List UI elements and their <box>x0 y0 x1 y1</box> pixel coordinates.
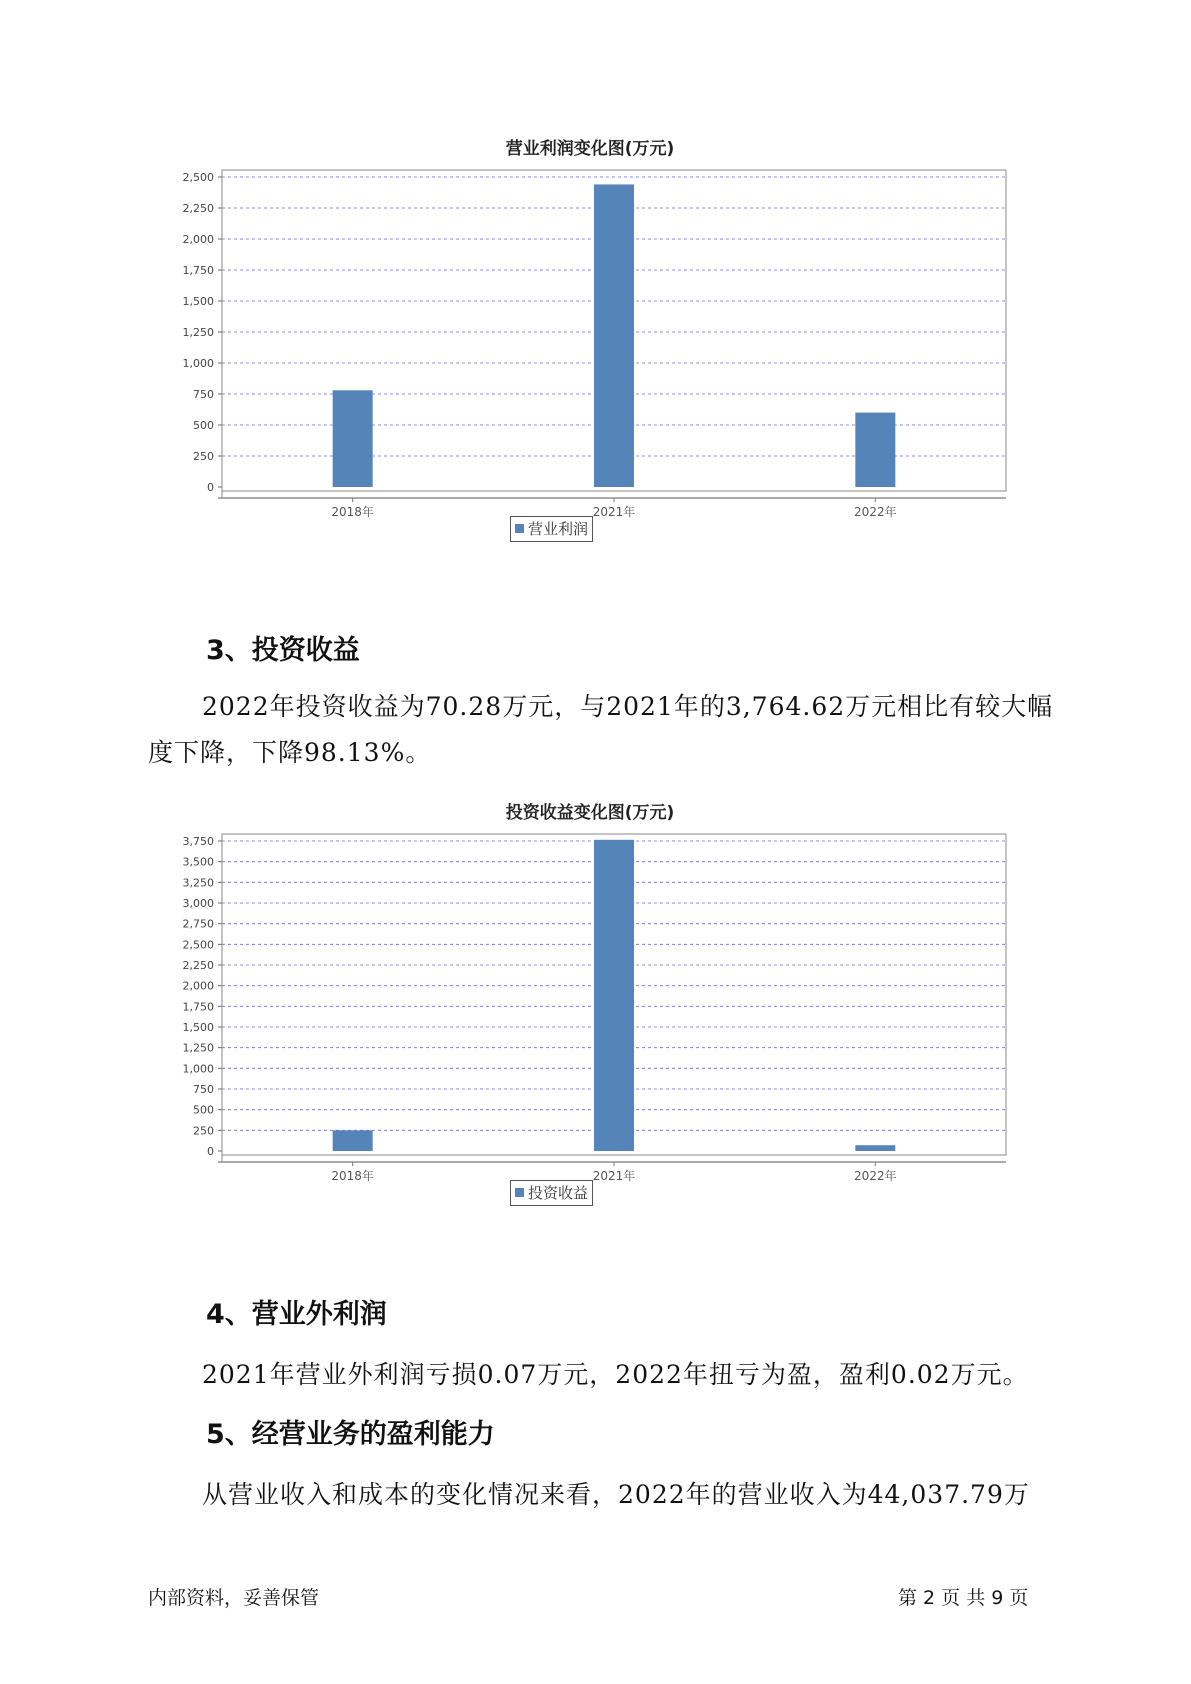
chart-operating-profit <box>140 128 1040 558</box>
bar <box>333 390 373 487</box>
chart-plot <box>140 166 1040 546</box>
y-tick-label: 1,250 <box>182 326 214 339</box>
x-tick-label: 2018年 <box>331 1169 374 1183</box>
y-tick-label: 750 <box>193 388 214 401</box>
paragraph: 从营业收入和成本的变化情况来看，2022年的营业收入为44,037.79万 <box>202 1480 1030 1509</box>
y-tick-label: 2,500 <box>182 171 214 184</box>
y-tick-label: 3,750 <box>182 835 214 848</box>
y-tick-label: 2,750 <box>182 917 214 931</box>
y-tick-label: 250 <box>193 1124 214 1138</box>
footer-page-number: 第 2 页 共 9 页 <box>898 1587 1029 1609</box>
legend-label: 营业利润 <box>528 520 589 538</box>
section-title-profitability: 5、经营业务的盈利能力 <box>206 1419 495 1450</box>
chart-title: 营业利润变化图(万元) <box>505 139 675 159</box>
y-tick-label: 3,250 <box>182 876 214 890</box>
chart-title: 投资收益变化图(万元) <box>505 803 675 823</box>
paragraph: 2021年营业外利润亏损0.07万元，2022年扭亏为盈，盈利0.02万元。 <box>202 1360 1029 1389</box>
footer-left: 内部资料，妥善保管 <box>148 1587 320 1609</box>
bar <box>333 1130 373 1151</box>
y-tick-label: 2,500 <box>182 938 214 952</box>
chart-investment-income <box>140 792 1040 1222</box>
y-tick-label: 1,000 <box>182 357 214 370</box>
x-tick-label: 2022年 <box>854 1169 897 1183</box>
x-tick-label: 2021年 <box>592 505 636 519</box>
section-title-non-operating-profit: 4、营业外利润 <box>206 1299 387 1330</box>
chart-plot <box>140 830 1040 1210</box>
x-tick-label: 2022年 <box>854 505 897 519</box>
y-tick-label: 2,000 <box>182 233 214 246</box>
y-tick-label: 1,500 <box>182 295 214 308</box>
bar <box>594 840 634 1151</box>
legend-swatch <box>515 524 524 533</box>
chart-legend <box>510 1180 593 1206</box>
x-tick-label: 2018年 <box>331 505 374 519</box>
y-tick-label: 500 <box>193 419 214 432</box>
y-tick-label: 500 <box>193 1103 214 1117</box>
bar <box>855 413 895 487</box>
legend-swatch <box>515 1188 524 1197</box>
chart-legend <box>510 516 593 542</box>
y-tick-label: 0 <box>207 481 214 494</box>
y-tick-label: 750 <box>193 1083 214 1096</box>
x-tick-label: 2021年 <box>592 1169 636 1183</box>
y-tick-label: 250 <box>193 450 214 463</box>
y-tick-label: 1,250 <box>182 1041 214 1055</box>
y-tick-label: 1,000 <box>182 1062 214 1076</box>
y-tick-label: 0 <box>207 1145 214 1158</box>
y-tick-label: 2,250 <box>182 959 214 972</box>
y-tick-label: 2,000 <box>182 979 214 993</box>
y-tick-label: 2,250 <box>182 202 214 215</box>
y-tick-label: 1,750 <box>182 1000 214 1014</box>
y-tick-label: 1,500 <box>182 1021 214 1034</box>
bar <box>594 184 634 487</box>
paragraph: 度下降，下降98.13%。 <box>148 738 432 767</box>
paragraph: 2022年投资收益为70.28万元，与2021年的3,764.62万元相比有较大幅 <box>202 692 1054 721</box>
y-tick-label: 3,000 <box>182 897 214 910</box>
bar <box>855 1145 895 1151</box>
legend-label: 投资收益 <box>528 1184 589 1202</box>
y-tick-label: 1,750 <box>182 264 214 277</box>
y-tick-label: 3,500 <box>182 855 214 869</box>
section-title-investment-income: 3、投资收益 <box>206 635 360 666</box>
